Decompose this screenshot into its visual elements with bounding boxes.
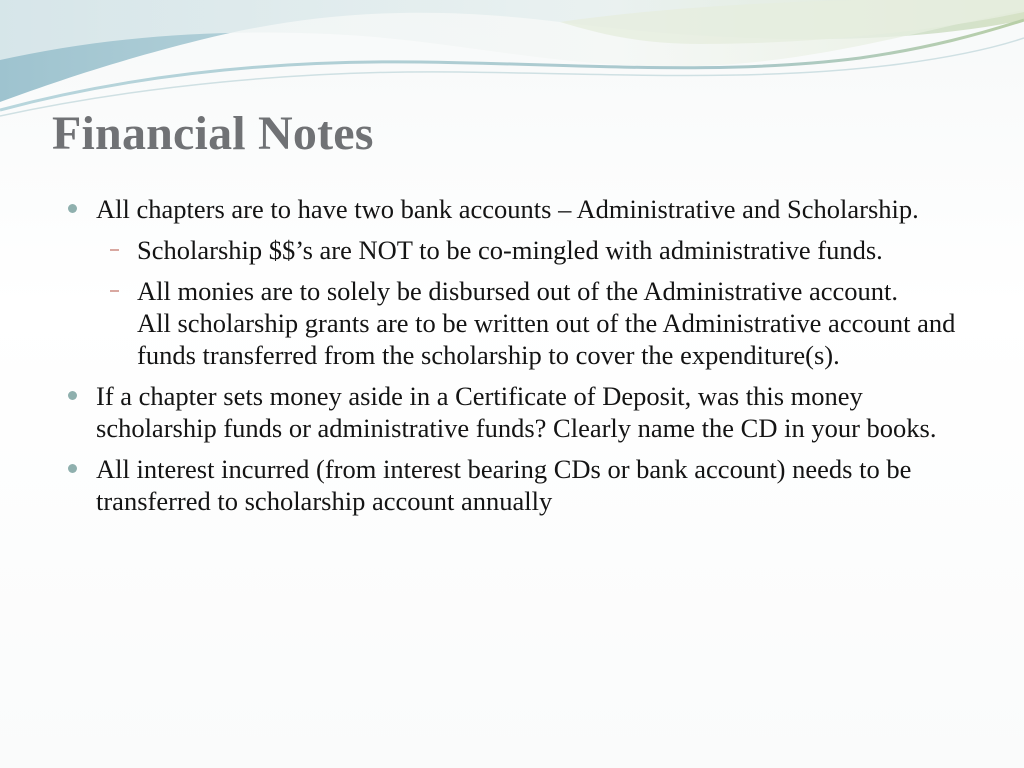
bullet-dot-icon [68,391,77,400]
sub-bullet-item [96,234,966,266]
sub-bullet-list [66,234,966,371]
sub-bullet-item [96,275,966,371]
slide-title: Financial Notes [52,107,374,160]
dash-bullet-icon [110,290,119,292]
bullet-list [66,193,966,526]
sub-bullet-text: Scholarship $$’s are NOT to be co-mingled with administrative funds. [137,235,883,265]
bullet-item [66,193,966,225]
bullet-text: If a chapter sets money aside in a Certificate of Deposit, was this money scholarship funds or administrative funds? Clearly name the CD in your books. [96,381,937,443]
dash-bullet-icon [110,249,119,251]
bullet-text: All interest incurred (from interest bearing CDs or bank account) needs to be transferred to scholarship account annually [96,454,912,516]
sub-bullet-text: All monies are to solely be disbursed out of the Administrative account. [137,276,898,306]
bullet-item [66,380,966,444]
sub-bullet-text-continued: All scholarship grants are to be written out of the Administrative account and funds transferred from the scholarship to cover the expenditure(s). [137,308,956,370]
bullet-dot-icon [68,204,77,213]
bullet-dot-icon [68,464,77,473]
bullet-text: All chapters are to have two bank accounts – Administrative and Scholarship. [96,194,919,224]
bullet-item [66,453,966,517]
